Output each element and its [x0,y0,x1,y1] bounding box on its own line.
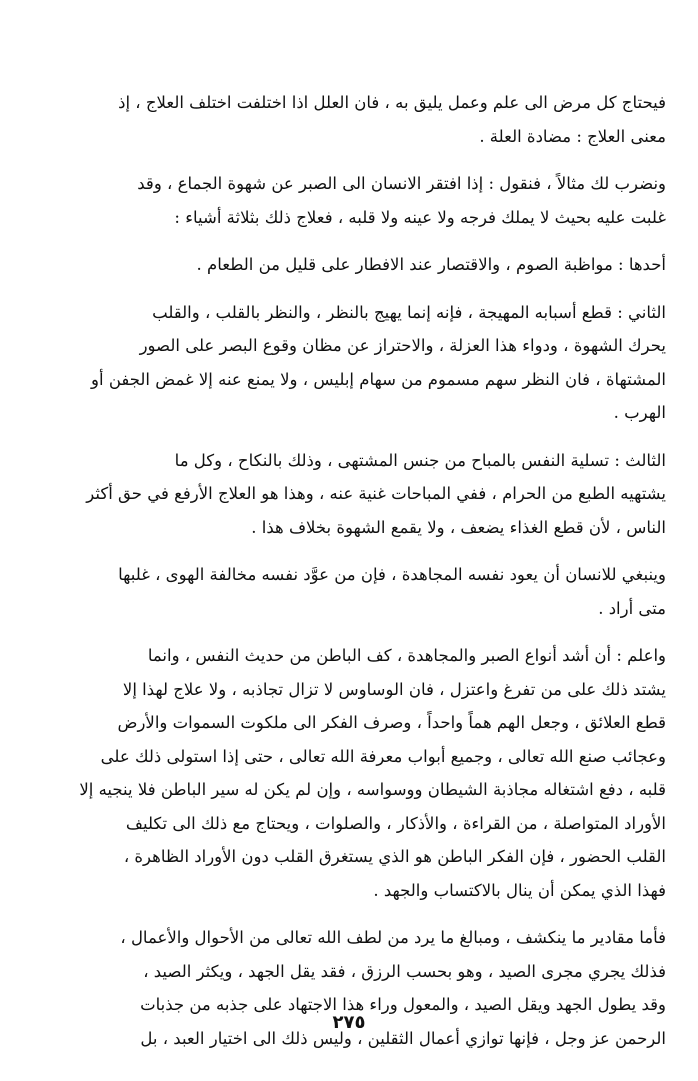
text-line: متى أراد . [598,598,666,618]
text-line: أحدها : مواظبة الصوم ، والاقتصار عند الافطار على قليل من الطعام . [196,255,666,274]
text-line: الثالث : تسلية النفس بالمباح من جنس المشتهى ، وذلك بالنكاح ، وكل ما [174,450,666,470]
paragraph-5 [56,444,666,545]
body-text [56,86,666,1069]
paragraph-8 [56,921,666,1055]
text-line: يشتد ذلك على من تفرغ واعتزل ، فان الوساوس لا تزال تجاذبه ، ولا علاج لهذا إلا [122,679,666,699]
text-line: معنى العلاج : مضادة العلة . [479,126,666,146]
text-line: الثاني : قطع أسبابه المهيجة ، فإنه إنما يهيج بالنظر ، والنظر بالقلب ، والقلب [152,302,666,322]
text-line: يحرك الشهوة ، ودواء هذا العزلة ، والاحتراز عن مظان وقوع البصر على الصور [139,336,666,355]
text-line: فهذا الذي يمكن أن ينال بالاكتساب والجهد . [373,880,666,900]
paragraph-2 [56,167,666,234]
text-line: فيحتاج كل مرض الى علم وعمل يليق به ، فان العلل اذا اختلفت اختلف العلاج ، إذ [118,93,666,112]
text-line: قلبه ، دفع اشتغاله مجاذبة الشيطان ووسواسه ، وإن لم يكن له سير الباطن فلا ينجيه إلا [79,780,666,799]
text-line: الناس ، لأن قطع الغذاء يضعف ، ولا يقمع الشهوة بخلاف هذا . [251,517,666,537]
text-line: ونضرب لك مثالاً ، فنقول : إذا افتقر الانسان الى الصبر عن شهوة الجماع ، وقد [137,174,666,193]
text-line: القلب الحضور ، فإن الفكر الباطن هو الذي يستغرق القلب دون الأوراد الظاهرة ، [123,847,666,866]
text-line: وقد يطول الجهد ويقل الصيد ، والمعول وراء هذا الاجتهاد على جذبه من جذبات [140,995,666,1014]
text-line: المشتهاة ، فان النظر سهم مسموم من سهام إبليس ، ولا يمنع عنه إلا غمض الجفن أو [91,369,666,389]
text-line: وينبغي للانسان أن يعود نفسه المجاهدة ، فإن من عوَّد نفسه مخالفة الهوى ، غلبها [118,565,666,584]
text-line: الهرب . [613,403,666,422]
text-line: يشتهيه الطبع من الحرام ، ففي المباحات غنية عنه ، وهذا هو العلاج الأرفع في حق أكثر [86,484,666,503]
text-line: واعلم : أن أشد أنواع الصبر والمجاهدة ، كف الباطن من حديث النفس ، وانما [147,646,666,665]
paragraph-7 [56,639,666,907]
text-line: غلبت عليه بحيث لا يملك فرجه ولا عينه ولا قلبه ، فعلاج ذلك بثلاثة أشياء : [174,207,666,227]
text-line: وعجائب صنع الله تعالى ، وجميع أبواب معرفة الله تعالى ، حتى إذا استولى ذلك على [100,746,666,766]
text-line: الرحمن عز وجل ، فإنها توازي أعمال الثقلين ، وليس ذلك الى اختيار العبد ، بل [140,1028,666,1048]
text-line: فذلك يجري مجرى الصيد ، وهو بحسب الرزق ، فقد يقل الجهد ، ويكثر الصيد ، [143,961,666,981]
paragraph-3 [56,248,666,282]
text-line: الأوراد المتواصلة ، من القراءة ، والأذكار ، والصلوات ، ويحتاج مع ذلك الى تكليف [125,813,666,833]
text-line: قطع العلائق ، وجعل الهم هماً واحداً ، وصرف الفكر الى ملكوت السموات والأرض [117,713,666,732]
page-number: ٢٧٥ [332,1012,366,1033]
paragraph-4 [56,296,666,430]
paragraph-1 [56,86,666,153]
paragraph-6 [56,558,666,625]
text-line: فأما مقادير ما ينكشف ، ومبالغ ما يرد من لطف الله تعالى من الأحوال والأعمال ، [120,928,666,947]
